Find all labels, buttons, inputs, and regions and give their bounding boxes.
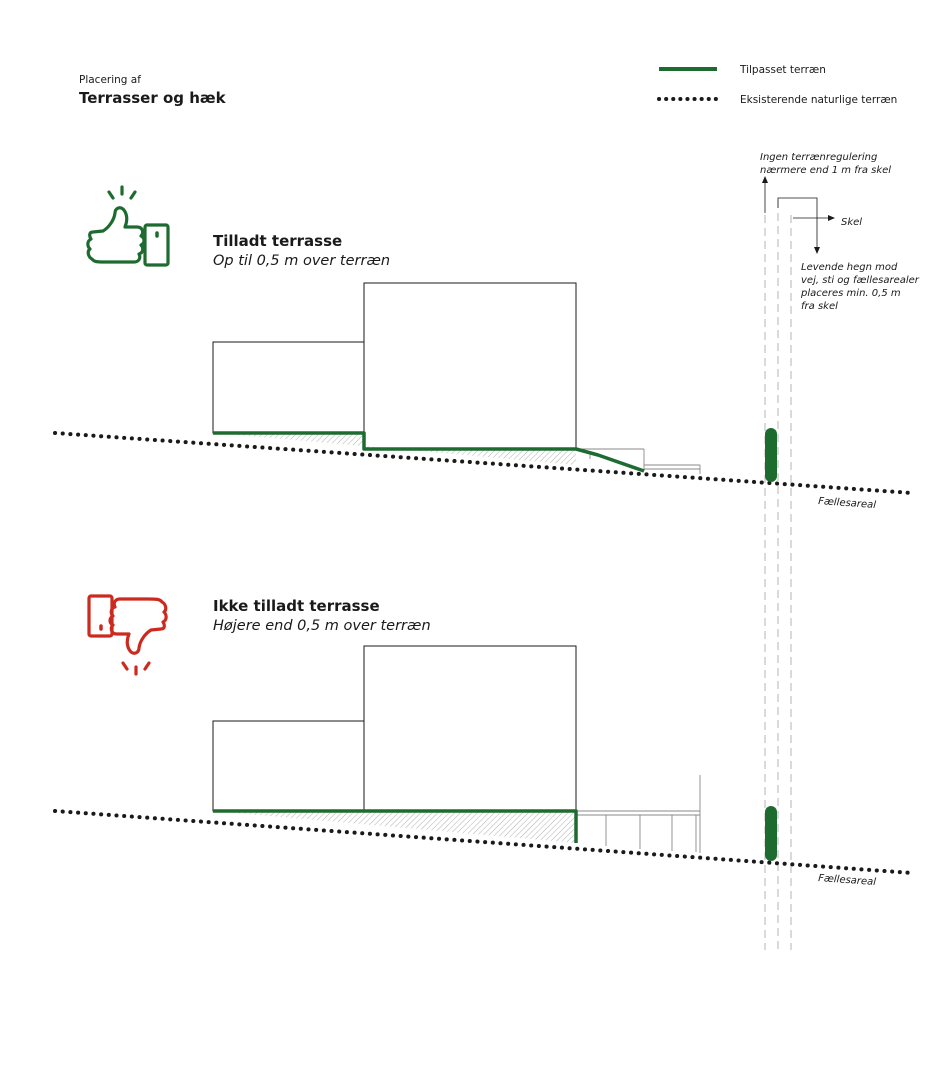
legend-label-natural-terrain: Eksisterende naturlige terræn <box>740 94 898 106</box>
annotation-hedge-4: fra skel <box>801 301 838 312</box>
annotation-arrows <box>762 176 835 254</box>
building-low-allowed <box>213 342 364 433</box>
building-high-allowed <box>364 283 576 449</box>
area-label-not-allowed: Fællesareal <box>817 873 877 889</box>
legend <box>659 64 897 106</box>
hatch-area-not-allowed <box>213 811 576 843</box>
annotation-no-regulation-2: nærmere end 1 m fra skel <box>760 165 892 176</box>
area-label-allowed: Fællesareal <box>817 496 877 512</box>
annotation-hedge-1: Levende hegn mod <box>801 262 898 273</box>
section-not-allowed-subtitle: Højere end 0,5 m over terræn <box>213 618 431 634</box>
section-allowed-subtitle: Op til 0,5 m over terræn <box>213 253 391 269</box>
arrow-down-hedge <box>778 198 817 250</box>
page-title: Terrasser og hæk <box>79 89 226 107</box>
terrace-not-allowed <box>576 775 700 853</box>
thumbs-up-icon <box>88 187 168 265</box>
building-low-not-allowed <box>213 721 364 811</box>
header-subtitle: Placering af <box>79 74 141 86</box>
annotation-skel: Skel <box>841 217 863 228</box>
section-not-allowed <box>55 596 912 888</box>
legend-label-adjusted-terrain: Tilpasset terræn <box>740 64 826 76</box>
thumbs-down-icon <box>89 596 166 674</box>
annotation-hedge-3: placeres min. 0,5 m <box>801 288 901 299</box>
section-allowed <box>55 187 912 511</box>
hedge-allowed <box>765 428 777 482</box>
hatch-area-allowed-1 <box>213 433 364 446</box>
section-not-allowed-title: Ikke tilladt terrasse <box>213 597 380 615</box>
annotation-no-regulation-1: Ingen terrænregulering <box>760 152 878 163</box>
annotation-hedge-2: vej, sti og fællesarealer <box>801 275 919 286</box>
building-high-not-allowed <box>364 646 576 811</box>
hedge-not-allowed <box>765 806 777 861</box>
section-allowed-title: Tilladt terrasse <box>213 232 343 250</box>
